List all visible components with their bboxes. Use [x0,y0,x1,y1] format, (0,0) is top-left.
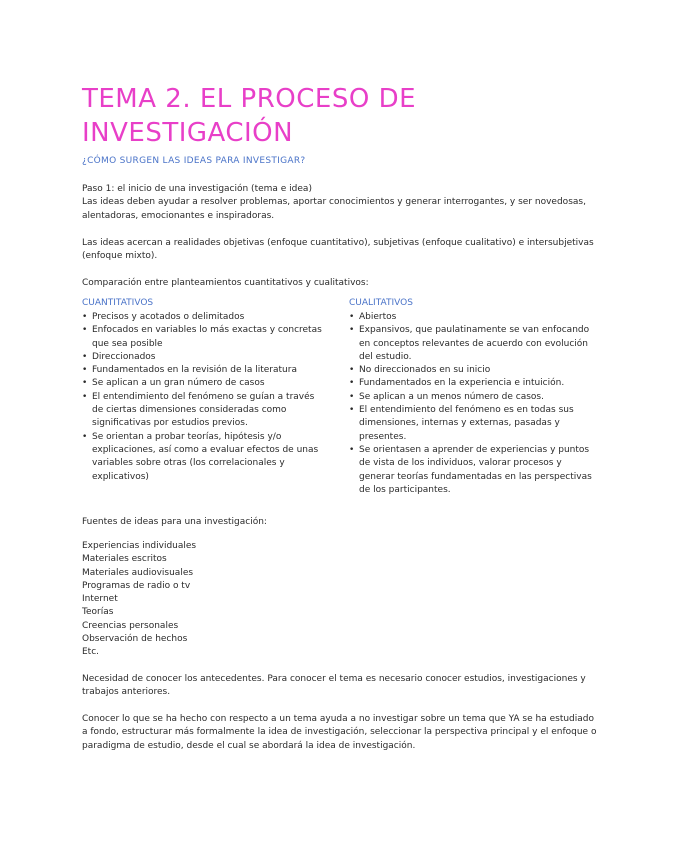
section-subtitle: ¿CÓMO SURGEN LAS IDEAS PARA INVESTIGAR? [82,156,306,166]
fuente-item: Experiencias individuales [82,541,197,551]
cualitativos-item: • Se orientasen a aprender de experiencias y puntos de vista de los individuos, valorar procesos y generar teorías fundamentadas en las perspectivas de los participantes. [349,444,594,497]
conocer-paragraph: Conocer lo que se ha hecho con respecto a un tema ayuda a no investigar sobre un tema que YA se ha estudiado a fondo, estructurar más formalmente la idea de investigación, seleccionar la perspectiva principal y el enfoque o paradigma de estudio, desde el cual se abordará la idea de investigación. [82,714,597,751]
fuente-item: Materiales escritos [82,554,167,565]
fuente-item: Internet [82,594,118,605]
cuantitativos-item: • El entendimiento del fenómeno se guían a través de ciertas dimensiones consideradas como significativas por estudios previos. [82,391,327,431]
fuente-item: Materiales audiovisuales [82,567,194,578]
paso-text: Las ideas deben ayudar a resolver problemas, aportar conocimientos y generar interrogantes, y ser novedosas, alentadoras, emocionantes e inspiradoras. [82,197,586,221]
cualitativos-item: • Expansivos, que paulatinamente se van enfocando en conceptos relevantes de acuerdo con evolución del estudio. [349,324,594,364]
fuentes-heading: Fuentes de ideas para una investigación: [82,517,267,527]
cuantitativos-list [82,311,327,484]
fuente-item: Etc. [82,647,100,658]
cuantitativos-item: • Direccionados [82,351,327,364]
fuente-item: Creencias personales [82,620,179,631]
paso-heading: Paso 1: el inicio de una investigación (tema e idea) [82,184,312,194]
cuantitativos-item: • Precisos y acotados o delimitados [82,311,327,324]
page-title: TEMA 2. EL PROCESO DE INVESTIGACIÓN [82,84,417,148]
fuente-item: Programas de radio o tv [82,580,191,591]
cualitativos-item: • El entendimiento del fenómeno es en todas sus dimensiones, internas y externas, pasadas y presentes. [349,404,594,444]
cuantitativos-item: • Se aplican a un gran número de casos [82,377,327,390]
cuantitativos-column [82,297,327,484]
cuantitativos-heading: CUANTITATIVOS [82,298,154,308]
cualitativos-item: • Fundamentados en la experiencia e intuición. [349,377,594,390]
antecedentes-paragraph: Necesidad de conocer los antecedentes. Para conocer el tema es necesario conocer estudios, investigaciones y trabajos anteriores. [82,674,586,698]
comparacion-paragraph: Comparación entre planteamientos cuantitativos y cualitativos: [82,278,369,288]
cuantitativos-item: • Fundamentados en la revisión de la literatura [82,364,327,377]
cuantitativos-item: • Enfocados en variables lo más exactas y concretas que sea posible [82,324,327,351]
cualitativos-heading: CUALITATIVOS [349,298,413,308]
cuantitativos-item: • Se orientan a probar teorías, hipótesis y/o explicaciones, así como a evaluar efectos de unas variables sobre otras (los correlacionales y explicativos) [82,431,327,484]
cualitativos-column [349,297,594,497]
fuente-item: Teorías [82,607,114,618]
enfoques-paragraph: Las ideas acercan a realidades objetivas (enfoque cuantitativo), subjetivas (enfoque cualitativo) e intersubjetivas (enfoque mixto). [82,238,594,262]
cualitativos-item: • No direccionados en su inicio [349,364,594,377]
cualitativos-list [349,311,594,497]
paso-section [82,183,597,223]
cualitativos-item: • Se aplican a un menos número de casos. [349,391,594,404]
fuente-item: Observación de hechos [82,634,188,645]
cualitativos-item: • Abiertos [349,311,594,324]
fuentes-list [82,540,597,660]
